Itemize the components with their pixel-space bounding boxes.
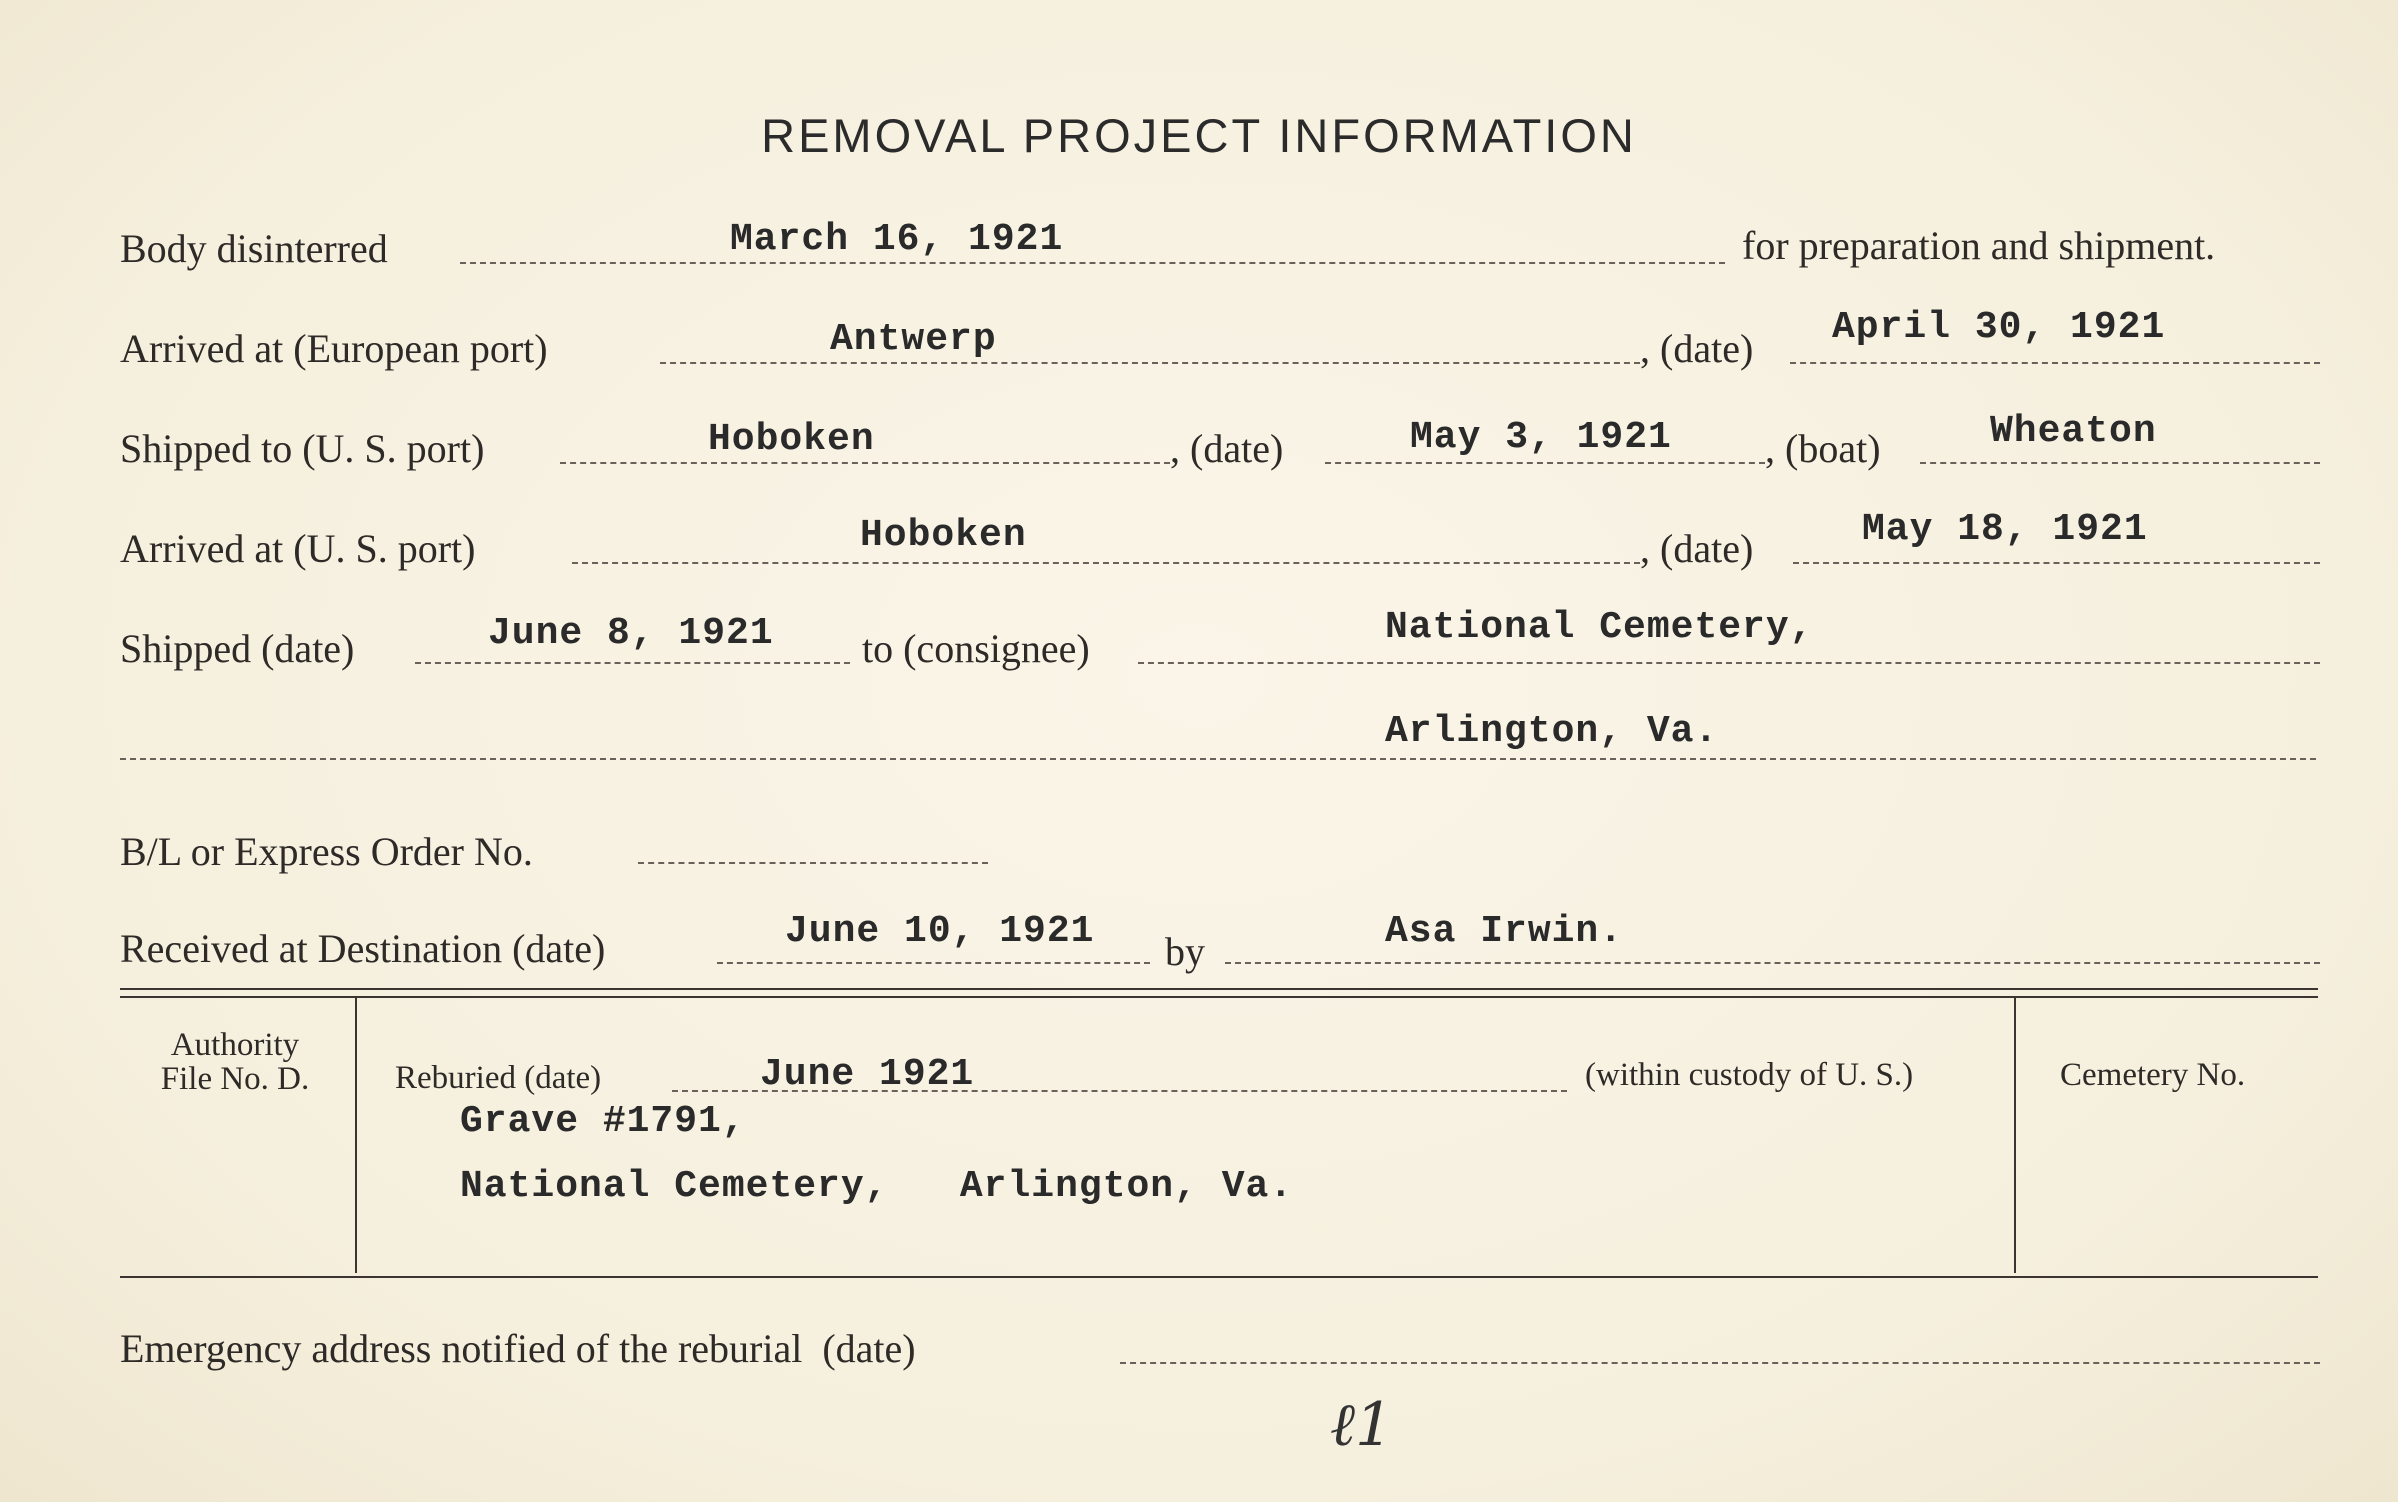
bl-label: B/L or Express Order No. (120, 829, 533, 874)
grave-line1: Grave #1791, (460, 1100, 746, 1143)
received-label: Received at Destination (date) (120, 926, 606, 971)
grave-line2: National Cemetery, Arlington, Va. (460, 1165, 1294, 1208)
emergency-label: Emergency address notified of the reburial (date) (120, 1326, 916, 1371)
received-date-line (717, 962, 1150, 964)
reburied-label: Reburied (date) (395, 1060, 602, 1096)
shipped-us-boat: Wheaton (1990, 410, 2157, 453)
disinterred-suffix: for preparation and shipment. (1742, 223, 2216, 268)
disinterred-value: March 16, 1921 (730, 218, 1064, 261)
cemetery-no-label: Cemetery No. (2060, 1057, 2246, 1093)
shipped-us-date-line (1325, 462, 1765, 464)
arrived-us-label: Arrived at (U. S. port) (120, 526, 476, 571)
received-by-line (1225, 962, 2320, 964)
box-top-rule-2 (120, 996, 2318, 998)
arrived-us-date: May 18, 1921 (1862, 508, 2148, 551)
arrived-us-date-line (1793, 562, 2320, 564)
consignee-line (1138, 662, 2320, 664)
shipped-label: Shipped (date) (120, 626, 355, 671)
consignee-continuation-line (120, 758, 2316, 760)
consignee-line2: Arlington, Va. (1385, 710, 1719, 753)
received-by-label: by (1165, 929, 1205, 974)
shipped-us-port: Hoboken (708, 418, 875, 461)
received-date: June 10, 1921 (785, 910, 1095, 953)
consignee-line1: National Cemetery, (1385, 606, 1814, 649)
box-bottom-rule (120, 1276, 2318, 1278)
bl-line (638, 862, 988, 864)
arrived-us-port-line (572, 562, 1640, 564)
arrived-us-date-label: , (date) (1640, 526, 1754, 571)
handwritten-mark: ℓ1 (1330, 1390, 1394, 1460)
box-divider-left (355, 998, 357, 1273)
shipped-us-date-label: , (date) (1170, 426, 1284, 471)
disinterred-label: Body disinterred (120, 226, 388, 271)
arrived-eu-port: Antwerp (830, 318, 997, 361)
arrived-eu-date: April 30, 1921 (1832, 306, 2166, 349)
shipped-us-port-line (560, 462, 1170, 464)
custody-label: (within custody of U. S.) (1585, 1057, 1914, 1093)
emergency-line (1120, 1362, 2320, 1364)
arrived-us-port: Hoboken (860, 514, 1027, 557)
authority-label: Authority File No. D. (160, 1027, 310, 1097)
box-top-rule-1 (120, 988, 2318, 990)
consignee-label: to (consignee) (862, 626, 1090, 671)
shipped-us-label: Shipped to (U. S. port) (120, 426, 485, 471)
arrived-eu-date-label: , (date) (1640, 326, 1754, 371)
disinterred-line (460, 262, 1725, 264)
reburied-date: June 1921 (760, 1053, 975, 1096)
shipped-us-boat-label: , (boat) (1765, 426, 1881, 471)
shipped-date: June 8, 1921 (488, 612, 774, 655)
card-title: REMOVAL PROJECT INFORMATION (761, 109, 1637, 162)
box-divider-right (2014, 998, 2016, 1273)
shipped-us-boat-line (1920, 462, 2320, 464)
arrived-eu-date-line (1790, 362, 2320, 364)
shipped-us-date: May 3, 1921 (1410, 416, 1672, 459)
shipped-date-line (415, 662, 850, 664)
received-by: Asa Irwin. (1385, 910, 1624, 953)
arrived-eu-port-line (660, 362, 1640, 364)
arrived-eu-label: Arrived at (European port) (120, 326, 548, 371)
